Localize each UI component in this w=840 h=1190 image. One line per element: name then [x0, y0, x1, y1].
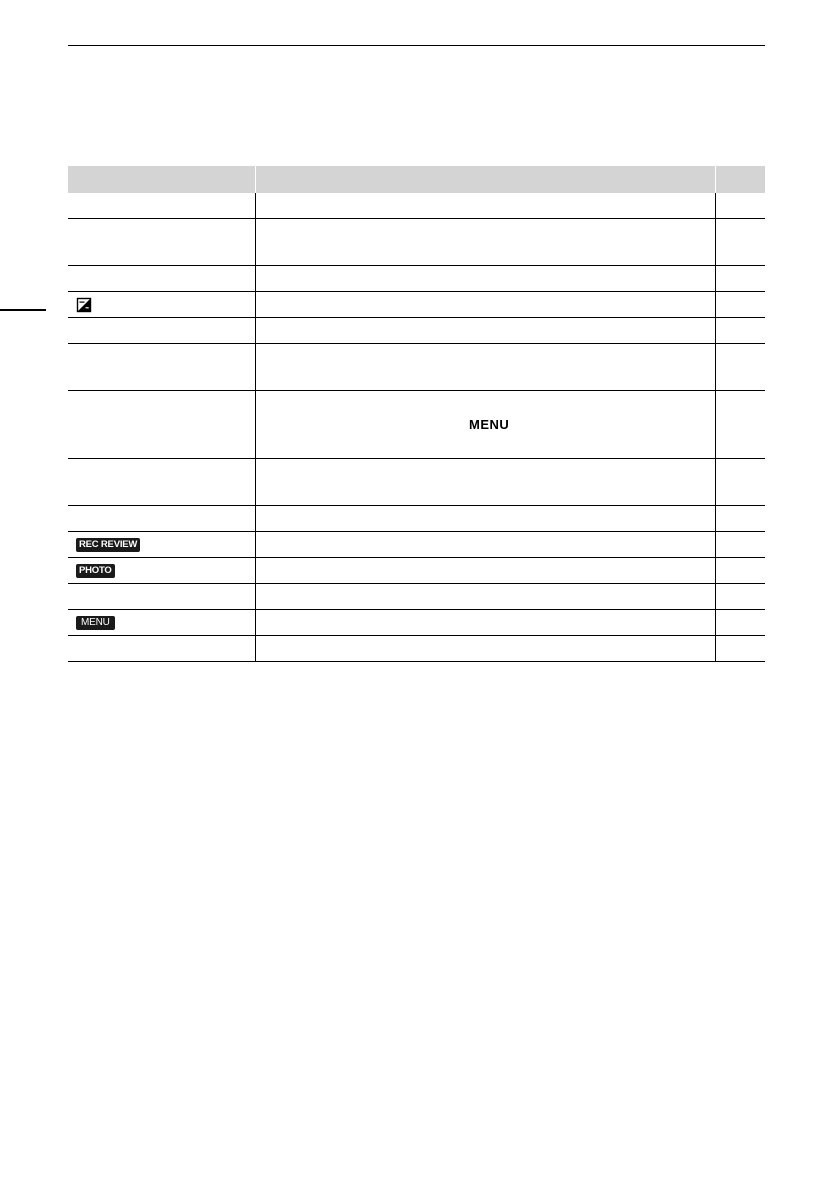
function-table [68, 166, 765, 662]
row-page-cell [715, 532, 765, 558]
table-row [68, 318, 765, 344]
row-page-cell [715, 219, 765, 266]
table-row [68, 391, 765, 459]
row-description-cell [255, 292, 715, 318]
exposure-comp-icon [76, 297, 92, 313]
row-function-cell [68, 636, 255, 662]
row-page-cell [715, 636, 765, 662]
header-cell-page [715, 166, 765, 193]
row-page-cell [715, 610, 765, 636]
row-page-cell [715, 459, 765, 506]
row-function-cell [68, 391, 255, 459]
row-description-cell [255, 532, 715, 558]
header-cell-description [255, 166, 715, 193]
table-row [68, 584, 765, 610]
table-row [68, 292, 765, 318]
row-function-cell [68, 610, 255, 636]
row-function-cell [68, 193, 255, 219]
row-function-cell [68, 584, 255, 610]
table-row [68, 506, 765, 532]
row-description-cell [255, 344, 715, 391]
row-function-cell [68, 459, 255, 506]
menu-badge: MENU [76, 616, 115, 630]
row-description-cell [255, 219, 715, 266]
row-page-cell [715, 506, 765, 532]
row-page-cell [715, 584, 765, 610]
table-row [68, 532, 765, 558]
row-page-cell [715, 193, 765, 219]
table-row [68, 459, 765, 506]
row-page-cell [715, 318, 765, 344]
table-row [68, 344, 765, 391]
rec-review-badge: REC REVIEW [76, 538, 140, 552]
table-row [68, 636, 765, 662]
row-function-cell [68, 219, 255, 266]
menu-label: MENU [469, 417, 510, 432]
table-row [68, 219, 765, 266]
row-function-cell [68, 558, 255, 584]
row-function-cell [68, 318, 255, 344]
row-page-cell [715, 391, 765, 459]
table-row [68, 558, 765, 584]
row-description-cell [255, 636, 715, 662]
table-row [68, 193, 765, 219]
header-cell-function [68, 166, 255, 193]
photo-badge: PHOTO [76, 564, 115, 578]
row-description-cell [255, 459, 715, 506]
section-tab-marker [0, 309, 46, 311]
row-function-cell [68, 532, 255, 558]
row-description-cell [255, 584, 715, 610]
row-page-cell [715, 558, 765, 584]
row-description-cell [255, 193, 715, 219]
row-description-cell [255, 558, 715, 584]
row-description-cell [255, 318, 715, 344]
row-description-cell [255, 506, 715, 532]
row-description-cell [255, 266, 715, 292]
table-header-row [68, 166, 765, 193]
row-function-cell [68, 266, 255, 292]
table-row [68, 266, 765, 292]
row-description-cell [255, 610, 715, 636]
table-row [68, 610, 765, 636]
row-page-cell [715, 292, 765, 318]
row-function-cell [68, 506, 255, 532]
row-function-cell [68, 292, 255, 318]
row-page-cell [715, 266, 765, 292]
header-rule [68, 45, 765, 46]
row-page-cell [715, 344, 765, 391]
row-function-cell [68, 344, 255, 391]
